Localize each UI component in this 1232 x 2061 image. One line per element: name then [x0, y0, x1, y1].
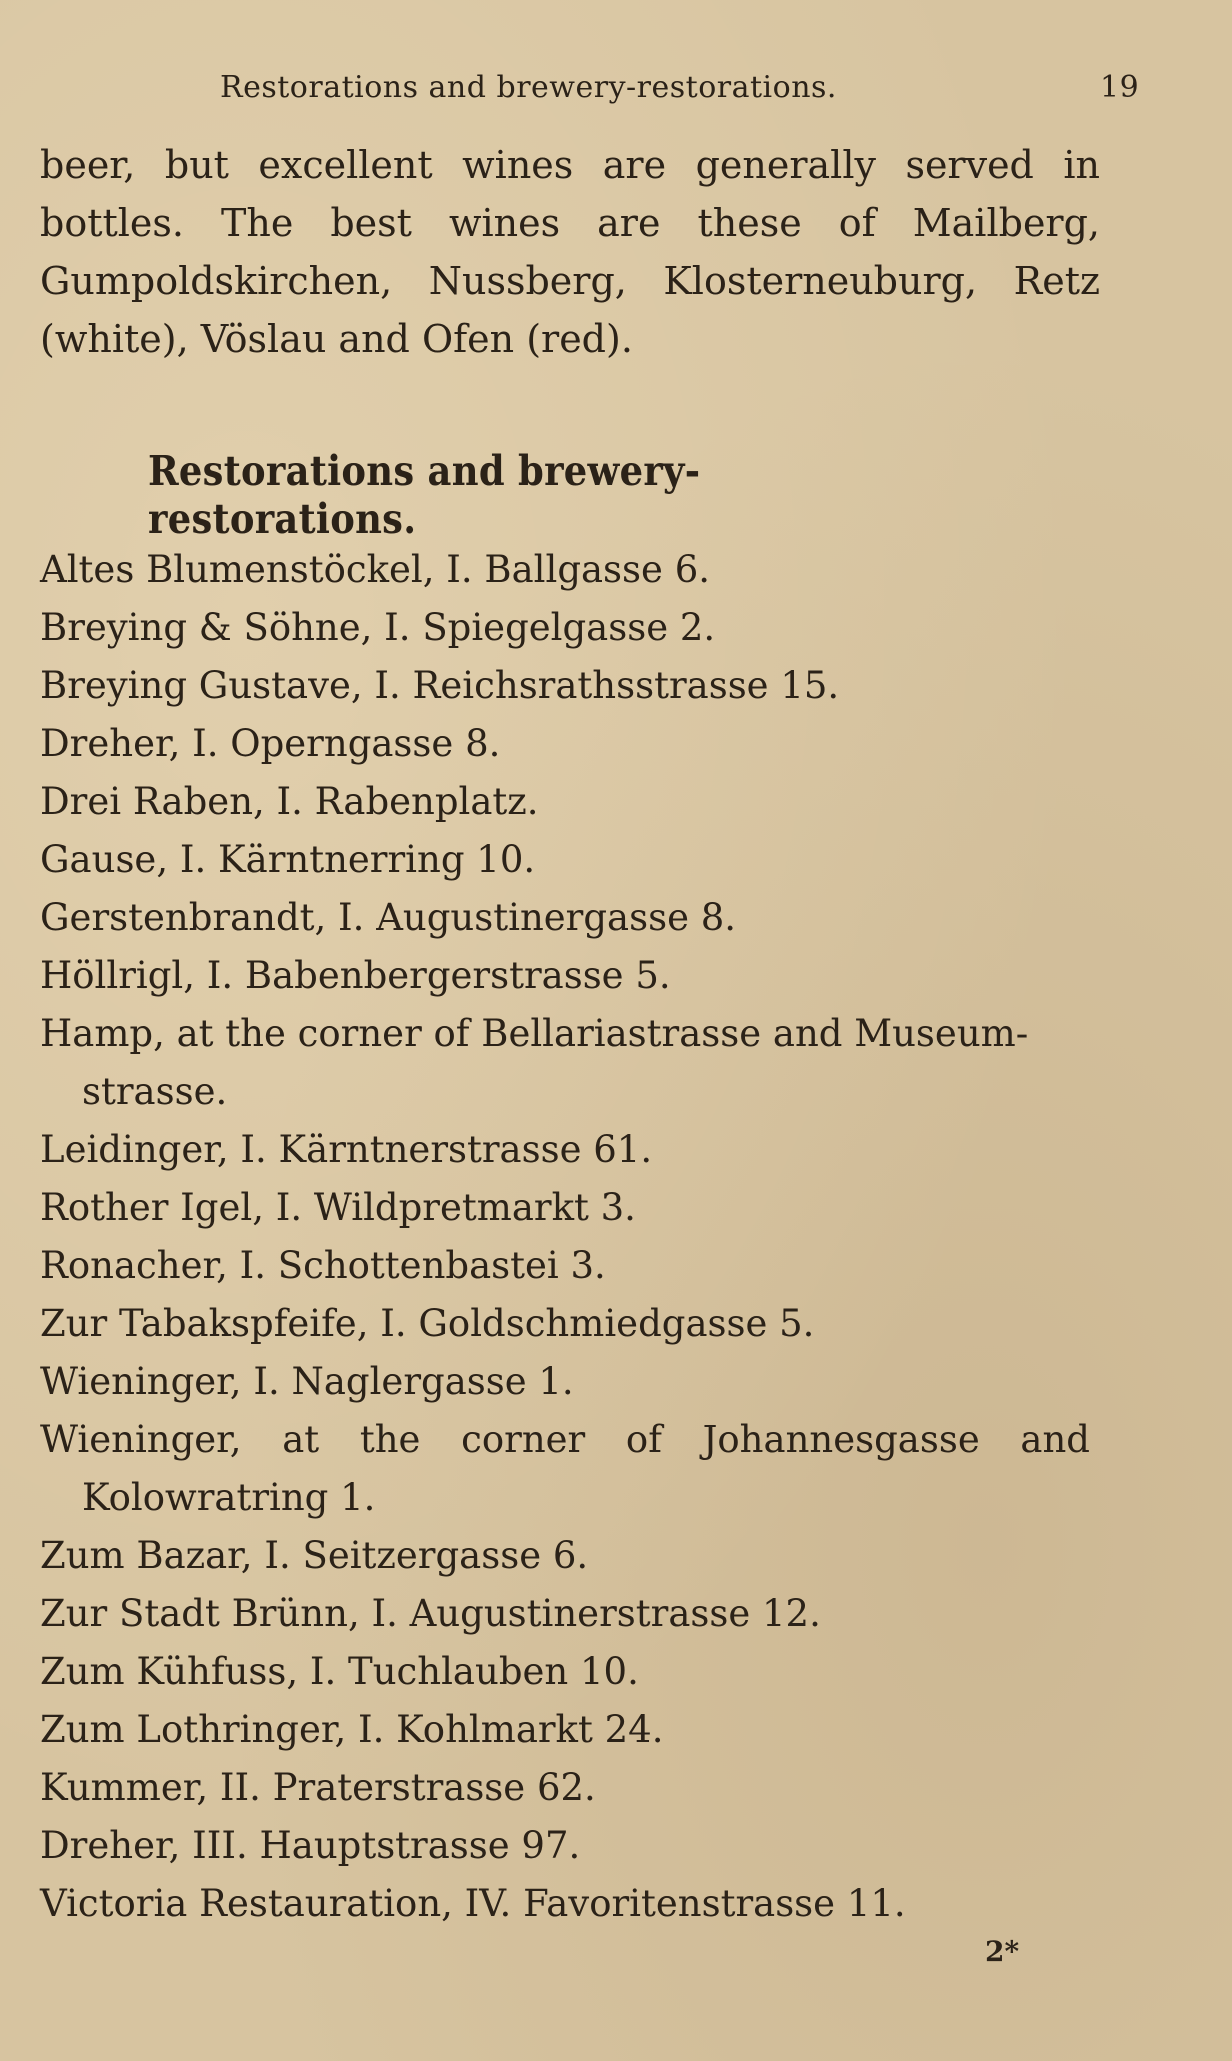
- list-item: Gause, I. Kärntnerring 10.: [40, 838, 536, 881]
- list-item: Breying Gustave, I. Reichsrathsstrasse 15.: [40, 664, 840, 707]
- intro-line: (white), Vöslau and Ofen (red).: [40, 317, 633, 361]
- list-item: Zur Stadt Brünn, I. Augustinerstrasse 12.: [40, 1592, 821, 1635]
- list-item: Breying & Söhne, I. Spiegelgasse 2.: [40, 606, 716, 649]
- list-item: Rother Igel, I. Wildpretmarkt 3.: [40, 1186, 636, 1229]
- list-item: Altes Blumenstöckel, I. Ballgasse 6.: [40, 548, 710, 591]
- list-item: Dreher, I. Operngasse 8.: [40, 722, 501, 765]
- running-head-title: Restorations and brewery-restorations.: [220, 70, 837, 105]
- signature-mark: 2*: [985, 1935, 1020, 1968]
- list-item-text: Hamp, at the corner of Bellariastrasse and Museum-: [40, 1012, 1029, 1055]
- list-item-text: Wieninger, at the corner of Johannesgasse and: [40, 1418, 1090, 1461]
- intro-line: beer, but excellent wines are generally served in: [40, 143, 1100, 187]
- intro-line: bottles. The best wines are these of Mailberg,: [40, 201, 1100, 245]
- list-item-continuation: strasse.: [82, 1070, 228, 1113]
- list-item: [40, 1005, 1100, 1121]
- list-item-continuation: Kolowratring 1.: [82, 1476, 376, 1519]
- list-item: Dreher, III. Hauptstrasse 97.: [40, 1824, 581, 1867]
- page-number: 19: [1100, 70, 1140, 105]
- book-page: [40, 0, 1140, 2061]
- list-item: Kummer, II. Praterstrasse 62.: [40, 1766, 596, 1809]
- list-item: Ronacher, I. Schottenbastei 3.: [40, 1244, 606, 1287]
- list-item: Gerstenbrandt, I. Augustinergasse 8.: [40, 896, 737, 939]
- list-item: [40, 1411, 1100, 1527]
- section-heading: Restorations and brewery-restorations.: [148, 447, 701, 543]
- list-item: Zum Lothringer, I. Kohlmarkt 24.: [40, 1708, 664, 1751]
- list-item: Zum Bazar, I. Seitzergasse 6.: [40, 1534, 589, 1577]
- intro-paragraph: [40, 136, 1100, 368]
- intro-line: Gumpoldskirchen, Nussberg, Klosterneuburg, Retz: [40, 259, 1100, 303]
- list-item: Zum Kühfuss, I. Tuchlauben 10.: [40, 1650, 639, 1693]
- list-item: Victoria Restauration, IV. Favoritenstrasse 11.: [40, 1882, 906, 1925]
- list-item: Höllrigl, I. Babenbergerstrasse 5.: [40, 954, 671, 997]
- list-item: Leidinger, I. Kärntnerstrasse 61.: [40, 1128, 653, 1171]
- list-item: Wieninger, I. Naglergasse 1.: [40, 1360, 574, 1403]
- list-item: Zur Tabakspfeife, I. Goldschmiedgasse 5.: [40, 1302, 815, 1345]
- list-item: Drei Raben, I. Rabenplatz.: [40, 780, 539, 823]
- restoration-list: [40, 541, 1100, 1933]
